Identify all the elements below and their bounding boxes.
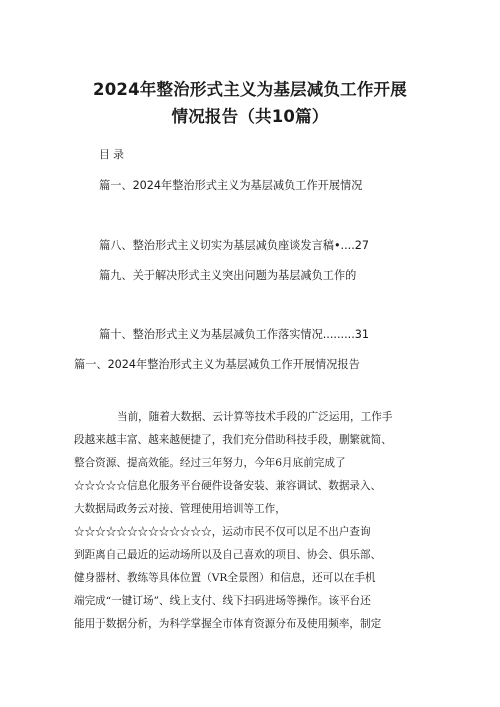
body-line: 能用于数据分析，为科学掌握全市体育资源分布及使用频率，制定 bbox=[74, 618, 382, 630]
toc-heading: 目录 bbox=[99, 148, 127, 161]
toc-item[interactable]: 篇一、2024年整治形式主义为基层减负工作开展情况 bbox=[99, 179, 363, 192]
document-title-line-2: 情况报告（共10篇） bbox=[171, 107, 329, 126]
toc-item[interactable]: 篇十、整治形式主义为基层减负工作落实情况.........31 bbox=[99, 328, 369, 341]
body-line: 当前，随着大数据、云计算等技术手段的广泛运用，工作手 bbox=[117, 411, 393, 423]
body-line: 健身器材、教练等具体位置（VR全景图）和信息，还可以在手机 bbox=[74, 572, 376, 584]
body-line: ☆☆☆☆☆☆☆☆☆☆☆☆☆，运动市民不仅可以足不出户查询 bbox=[74, 526, 371, 538]
document-title-line-1: 2024年整治形式主义为基层减负工作开展 bbox=[93, 80, 407, 99]
toc-item[interactable]: 篇八、整治形式主义切实为基层减负座谈发言稿•....27 bbox=[99, 239, 369, 252]
body-line: ☆☆☆☆☆信息化服务平台硬件设备安装、兼容调试、数据录入、 bbox=[74, 480, 382, 492]
body-line: 大数据局政务云对接、管理使用培训等工作， bbox=[74, 503, 286, 515]
toc-item[interactable]: 篇九、关于解决形式主义突出问题为基层减负工作的 bbox=[99, 269, 357, 282]
section-title: 篇一、2024年整治形式主义为基层减负工作开展情况报告 bbox=[74, 358, 360, 371]
body-line: 整合资源、提高效能。经过三年努力，今年6月底前完成了 bbox=[74, 457, 346, 469]
body-line: 到距离自己最近的运动场所以及自己喜欢的项目、协会、俱乐部、 bbox=[74, 549, 382, 561]
body-line: 端完成“一键订场”、线上支付、线下扫码进场等操作。该平台还 bbox=[74, 595, 371, 607]
body-line: 段越来越丰富、越来越便捷了，我们充分借助科技手段，删繁就简、 bbox=[74, 434, 392, 446]
